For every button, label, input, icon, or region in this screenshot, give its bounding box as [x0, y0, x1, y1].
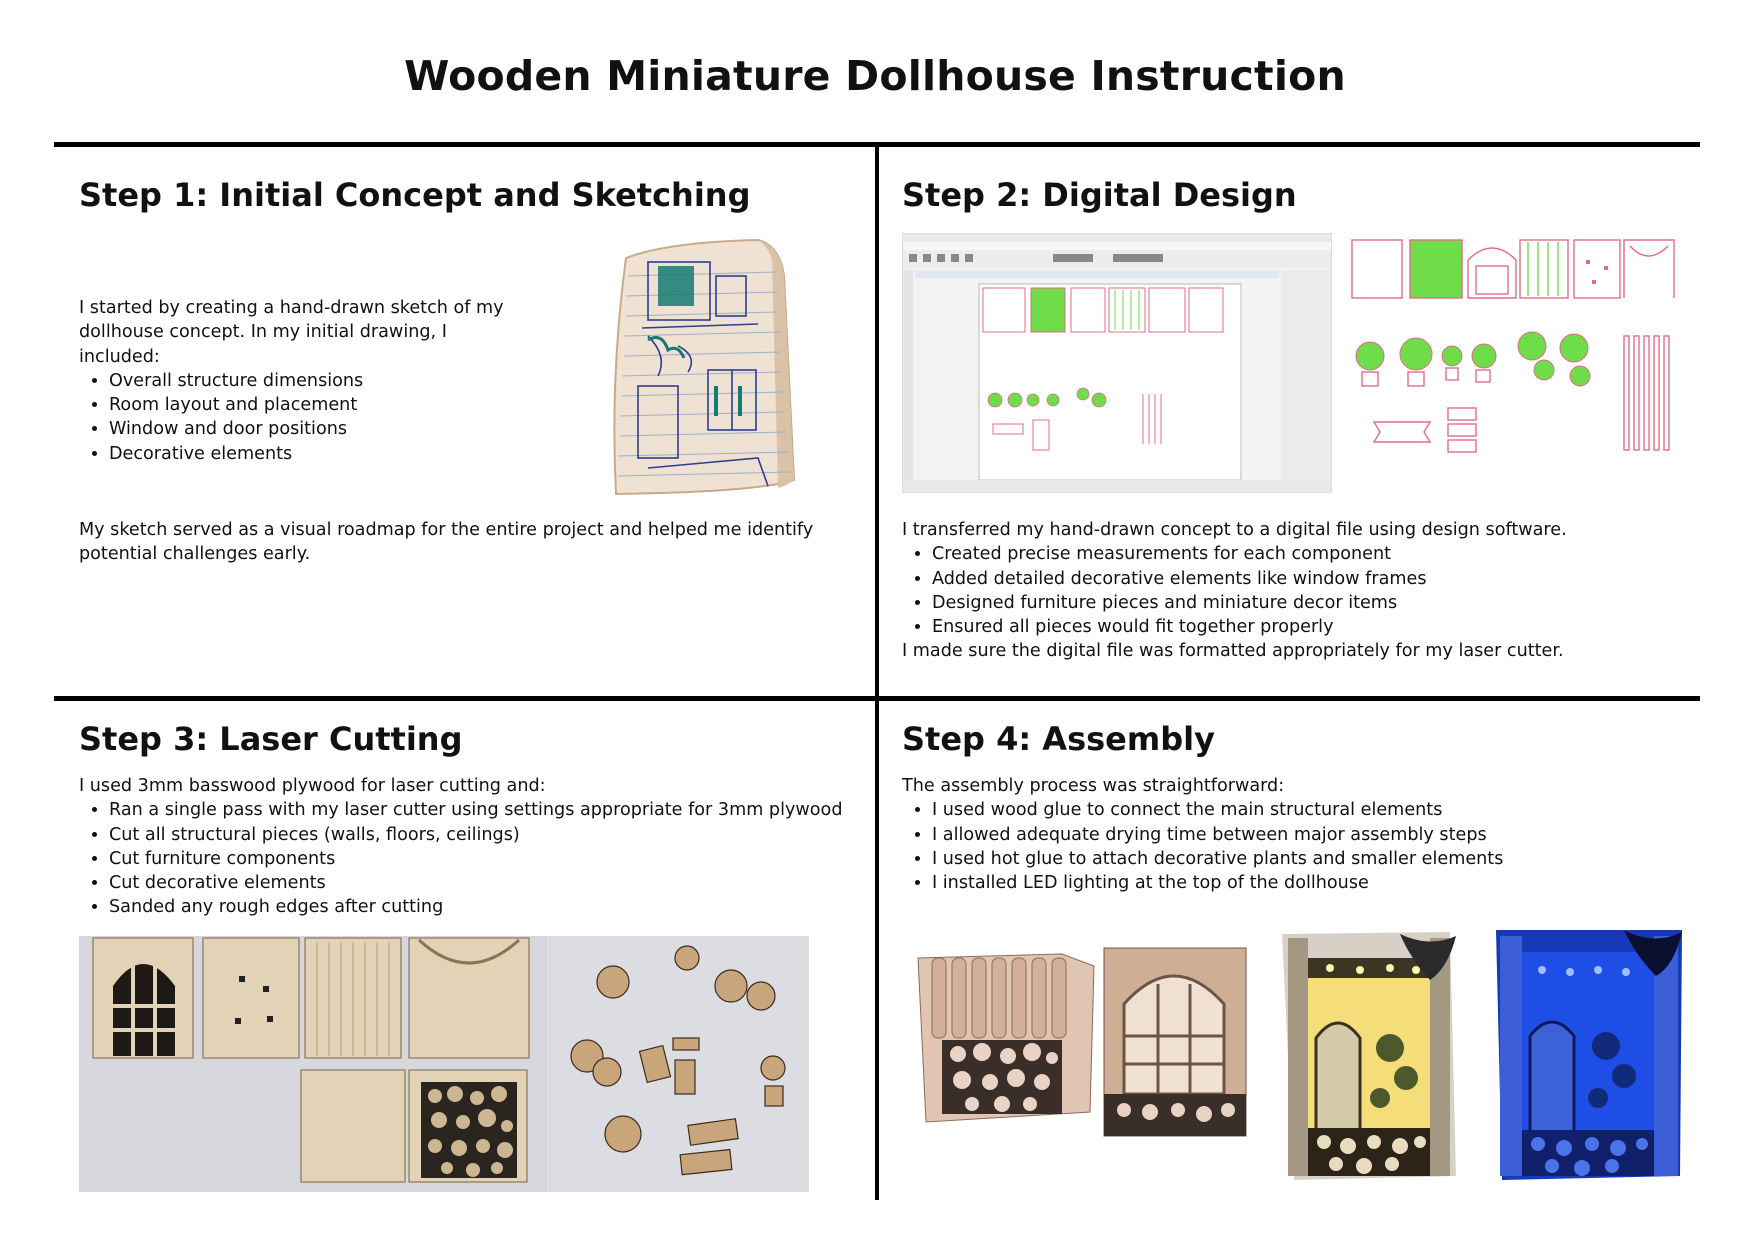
step4-text-block [902, 774, 1682, 895]
step1-list [79, 369, 529, 466]
step2-intro: I transferred my hand-drawn concept to a digital file using design software. [902, 520, 1567, 540]
window-wall-photo [1100, 944, 1250, 1140]
step3-intro: I used 3mm basswood plywood for laser cutting and: [79, 776, 546, 796]
list-item: • Designed furniture pieces and miniature decor items [932, 591, 1682, 615]
step4-list [902, 798, 1682, 895]
list-item: • Overall structure dimensions [109, 369, 529, 393]
list-item: • Sanded any rough edges after cutting [109, 895, 859, 919]
step1-outro-block [79, 518, 819, 567]
list-item: • Window and door positions [109, 417, 529, 441]
list-item: • Cut furniture components [109, 847, 859, 871]
design-software-screenshot [902, 233, 1332, 493]
step1-title: Step 1: Initial Concept and Sketching [79, 176, 751, 214]
step3-title: Step 3: Laser Cutting [79, 720, 463, 758]
list-item: • Cut decorative elements [109, 871, 859, 895]
list-item: • I allowed adequate drying time between major assembly steps [932, 823, 1682, 847]
list-item: • Added detailed decorative elements like window frames [932, 567, 1682, 591]
lit-dollhouse-blue-photo [1494, 926, 1684, 1184]
decorative-cutouts-photo [547, 936, 809, 1192]
list-item: • Ran a single pass with my laser cutter using settings appropriate for 3mm plywood [109, 798, 859, 822]
lit-dollhouse-warm-photo [1280, 928, 1476, 1184]
list-item: • Decorative elements [109, 442, 529, 466]
step3-list [79, 798, 859, 919]
step2-title: Step 2: Digital Design [902, 176, 1297, 214]
list-item: • I used wood glue to connect the main structural elements [932, 798, 1682, 822]
laser-cut-pieces-photo [79, 936, 547, 1192]
list-item: • Created precise measurements for each component [932, 542, 1682, 566]
sketchbook-photo [608, 236, 796, 498]
step1-outro: My sketch served as a visual roadmap for the entire project and helped me identify potential challenges early. [79, 520, 814, 565]
assembled-box-photo [912, 944, 1096, 1130]
list-item: • Ensured all pieces would fit together properly [932, 615, 1682, 639]
cut-file-preview [1348, 236, 1678, 464]
step1-intro: I started by creating a hand-drawn sketch of my dollhouse concept. In my initial drawing, I included: [79, 298, 504, 367]
step1-intro-block [79, 296, 529, 466]
vertical-divider [875, 142, 879, 1200]
step2-outro: I made sure the digital file was formatted appropriately for my laser cutter. [902, 641, 1564, 662]
step3-text-block [79, 774, 859, 920]
list-item: • I used hot glue to attach decorative plants and smaller elements [932, 847, 1682, 871]
step4-intro: The assembly process was straightforward: [902, 776, 1285, 796]
list-item: • I installed LED lighting at the top of the dollhouse [932, 871, 1682, 895]
page-title: Wooden Miniature Dollhouse Instruction [404, 52, 1346, 100]
list-item: • Cut all structural pieces (walls, floors, ceilings) [109, 823, 859, 847]
step4-title: Step 4: Assembly [902, 720, 1215, 758]
list-item: • Room layout and placement [109, 393, 529, 417]
step2-list [902, 542, 1682, 639]
step2-text-block [902, 518, 1682, 664]
